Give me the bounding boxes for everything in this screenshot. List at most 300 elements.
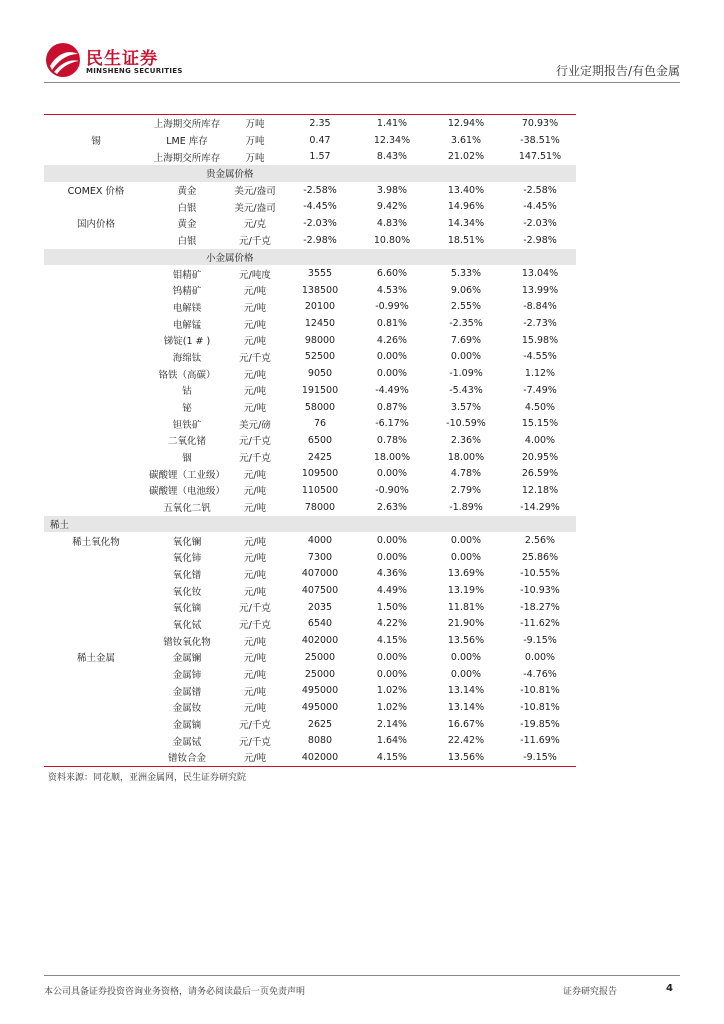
- item-cell: 黄金: [177, 219, 197, 231]
- item-cell: 黄金: [177, 186, 197, 198]
- change-cell: -1.09%: [449, 368, 483, 380]
- price-cell: 2625: [307, 718, 333, 730]
- unit-cell: 元/吨: [243, 302, 267, 314]
- category-cell: [44, 449, 148, 466]
- change-cell: -19.85%: [520, 718, 560, 730]
- category-cell: [44, 682, 148, 699]
- price-cell: 495000: [301, 701, 339, 713]
- change-cell: 15.15%: [521, 418, 559, 430]
- unit-cell: 元/吨: [243, 686, 267, 698]
- item-cell: 铟: [182, 453, 192, 465]
- change-cell: 3.57%: [450, 401, 482, 413]
- change-cell: -4.55%: [523, 351, 557, 363]
- unit-cell: 元/吨: [243, 586, 267, 598]
- category-cell: 稀土氧化物: [72, 536, 120, 548]
- change-cell: 14.96%: [447, 201, 485, 213]
- unit-cell: 元/吨: [243, 486, 267, 498]
- change-cell: 13.56%: [447, 635, 485, 647]
- table-row: [44, 732, 576, 749]
- unit-cell: 元/千克: [239, 720, 271, 732]
- change-cell: 0.00%: [450, 651, 482, 663]
- price-cell: 25000: [304, 668, 336, 680]
- item-cell: 氧化铈: [172, 553, 202, 565]
- change-cell: -2.98%: [523, 234, 557, 246]
- unit-cell: 元/吨: [243, 386, 267, 398]
- item-cell: 钴: [182, 386, 192, 398]
- price-cell: 78000: [304, 501, 336, 513]
- table-row: [44, 148, 576, 165]
- price-cell: 76: [313, 418, 327, 430]
- unit-cell: 美元/盎司: [234, 186, 276, 198]
- category-cell: [44, 599, 148, 616]
- price-cell: 52500: [304, 351, 336, 363]
- price-cell: 0.47: [309, 134, 331, 146]
- section-label: 稀土: [44, 516, 576, 533]
- unit-cell: 元/吨: [243, 319, 267, 331]
- change-cell: 4.50%: [524, 401, 556, 413]
- table-row: [44, 666, 576, 683]
- unit-cell: 万吨: [245, 152, 265, 164]
- change-cell: 0.78%: [376, 434, 408, 446]
- category-cell: 稀土金属: [76, 653, 115, 665]
- item-cell: 碳酸锂（电池级）: [148, 486, 225, 498]
- price-cell: 109500: [301, 468, 339, 480]
- table-row: [44, 198, 576, 215]
- item-cell: 氧化镝: [172, 603, 202, 615]
- change-cell: 4.83%: [376, 217, 408, 229]
- item-cell: 镨钕合金: [148, 749, 226, 766]
- table-row: [44, 549, 576, 566]
- change-cell: -0.90%: [375, 484, 409, 496]
- table-row: [44, 365, 576, 382]
- unit-cell: 元/吨: [243, 336, 267, 348]
- table-row: [44, 115, 576, 132]
- table-row: [44, 415, 576, 432]
- change-cell: 0.00%: [524, 651, 556, 663]
- item-cell: 镨钕氧化物: [163, 636, 211, 648]
- unit-cell: 美元/磅: [239, 419, 271, 431]
- category-cell: [44, 232, 148, 249]
- unit-cell: 元/吨: [243, 703, 267, 715]
- price-cell: 495000: [301, 685, 339, 697]
- table-row: [44, 265, 576, 282]
- footer-disclaimer: 本公司具备证券投资咨询业务资格，请务必阅读最后一页免责声明: [44, 987, 306, 997]
- unit-cell: 元/吨: [243, 670, 267, 682]
- price-cell: 110500: [301, 484, 339, 496]
- price-table: [44, 114, 576, 767]
- page-header: [0, 0, 724, 90]
- change-cell: 0.00%: [376, 368, 408, 380]
- category-cell: [44, 716, 148, 733]
- item-cell: 氧化钕: [172, 586, 202, 598]
- item-cell: 钨精矿: [172, 286, 202, 298]
- source-note: 资料来源：同花顺，亚洲金属网，民生证券研究院: [48, 773, 247, 783]
- change-cell: -10.59%: [446, 418, 486, 430]
- change-cell: 4.36%: [376, 568, 408, 580]
- price-cell: 407000: [301, 568, 339, 580]
- change-cell: -10.81%: [520, 701, 560, 713]
- change-cell: 0.00%: [376, 351, 408, 363]
- unit-cell: 元/吨: [243, 403, 267, 415]
- table-row: [44, 182, 576, 199]
- change-cell: 0.00%: [376, 551, 408, 563]
- change-cell: 2.79%: [450, 484, 482, 496]
- change-cell: 9.06%: [450, 284, 482, 296]
- change-cell: 13.56%: [428, 749, 504, 766]
- change-cell: -8.84%: [523, 301, 557, 313]
- unit-cell: 元/吨度: [239, 269, 271, 281]
- price-cell: 402000: [284, 749, 356, 766]
- section-label: 小金属价格: [148, 249, 576, 266]
- item-cell: 电解镁: [172, 302, 202, 314]
- change-cell: 12.18%: [521, 484, 559, 496]
- change-cell: -10.55%: [520, 568, 560, 580]
- change-cell: -5.43%: [449, 384, 483, 396]
- change-cell: -1.89%: [449, 501, 483, 513]
- category-cell: [44, 582, 148, 599]
- price-cell: 2425: [307, 451, 333, 463]
- page-number: 4: [666, 983, 673, 994]
- item-cell: 钼精矿: [172, 269, 202, 281]
- item-cell: 金属铈: [172, 670, 202, 682]
- price-table-body: [44, 115, 576, 767]
- change-cell: 21.90%: [447, 618, 485, 630]
- category-cell: [44, 699, 148, 716]
- unit-cell: 元/千克: [239, 436, 271, 448]
- change-cell: 25.86%: [521, 551, 559, 563]
- section-label: 贵金属价格: [148, 165, 576, 182]
- table-row: [44, 582, 576, 599]
- change-cell: 0.00%: [376, 468, 408, 480]
- category-cell: [44, 499, 148, 516]
- item-cell: 上海期交所库存: [148, 115, 226, 132]
- table-row: [44, 232, 576, 249]
- item-cell: 铋: [182, 403, 192, 415]
- change-cell: -11.62%: [520, 618, 560, 630]
- unit-cell: 元/吨: [226, 749, 284, 766]
- table-row: [44, 349, 576, 366]
- change-cell: 4.15%: [356, 749, 428, 766]
- change-cell: 1.50%: [376, 601, 408, 613]
- unit-cell: 元/吨: [243, 286, 267, 298]
- price-cell: 407500: [301, 585, 339, 597]
- change-cell: -2.58%: [523, 184, 557, 196]
- category-cell: [44, 399, 148, 416]
- change-cell: 6.60%: [376, 268, 408, 280]
- change-cell: -11.69%: [520, 735, 560, 747]
- unit-cell: 元/千克: [239, 453, 271, 465]
- unit-cell: 元/吨: [243, 469, 267, 481]
- change-cell: 1.64%: [376, 735, 408, 747]
- table-row: [44, 332, 576, 349]
- change-cell: 3.61%: [450, 134, 482, 146]
- change-cell: 0.00%: [376, 668, 408, 680]
- category-cell: [44, 632, 148, 649]
- category-cell: [44, 549, 148, 566]
- category-cell: [44, 616, 148, 633]
- change-cell: 11.81%: [447, 601, 485, 613]
- change-cell: 4.53%: [376, 284, 408, 296]
- item-cell: 金属镝: [172, 720, 202, 732]
- price-cell: 2035: [307, 601, 333, 613]
- table-row: [44, 215, 576, 232]
- change-cell: 2.14%: [376, 718, 408, 730]
- change-cell: 4.22%: [376, 618, 408, 630]
- change-cell: -2.35%: [449, 318, 483, 330]
- table-row: [44, 699, 576, 716]
- category-cell: [44, 666, 148, 683]
- change-cell: 2.56%: [524, 535, 556, 547]
- section-spacer: [44, 249, 148, 266]
- category-cell: [44, 198, 148, 215]
- section-spacer: [44, 165, 148, 182]
- change-cell: -10.81%: [520, 685, 560, 697]
- unit-cell: 万吨: [245, 136, 265, 148]
- unit-cell: 元/吨: [243, 653, 267, 665]
- price-cell: -2.98%: [303, 234, 337, 246]
- change-cell: 9.42%: [376, 201, 408, 213]
- item-cell: 金属钕: [172, 703, 202, 715]
- change-cell: 20.95%: [521, 451, 559, 463]
- price-cell: 58000: [304, 401, 336, 413]
- price-table-container: [44, 114, 576, 767]
- change-cell: -18.27%: [520, 601, 560, 613]
- item-cell: LME 库存: [166, 136, 208, 148]
- change-cell: 0.00%: [376, 651, 408, 663]
- change-cell: 13.04%: [521, 268, 559, 280]
- unit-cell: 元/千克: [239, 619, 271, 631]
- category-cell: [44, 148, 148, 165]
- change-cell: 4.26%: [376, 334, 408, 346]
- category-cell: [44, 465, 148, 482]
- change-cell: 10.80%: [373, 234, 411, 246]
- change-cell: -14.29%: [520, 501, 560, 513]
- change-cell: 1.02%: [376, 701, 408, 713]
- change-cell: -10.93%: [520, 585, 560, 597]
- table-row: [44, 632, 576, 649]
- item-cell: 铬铁（高碳）: [158, 369, 216, 381]
- category-cell: [44, 265, 148, 282]
- category-cell: [44, 749, 148, 766]
- unit-cell: 元/千克: [239, 736, 271, 748]
- change-cell: -9.15%: [504, 749, 576, 766]
- item-cell: 电解锰: [172, 319, 202, 331]
- table-row: [44, 282, 576, 299]
- price-cell: 2.35: [284, 115, 356, 132]
- unit-cell: 元/吨: [243, 553, 267, 565]
- price-cell: 4000: [307, 535, 333, 547]
- change-cell: 0.81%: [376, 318, 408, 330]
- table-row: [44, 616, 576, 633]
- category-cell: [44, 315, 148, 332]
- change-cell: 4.00%: [524, 434, 556, 446]
- table-row: [44, 599, 576, 616]
- change-cell: 16.67%: [447, 718, 485, 730]
- change-cell: -2.03%: [523, 217, 557, 229]
- table-row: [44, 566, 576, 583]
- category-cell: [44, 732, 148, 749]
- table-row: [44, 132, 576, 149]
- change-cell: 21.02%: [447, 151, 485, 163]
- item-cell: 白银: [177, 236, 197, 248]
- change-cell: 13.19%: [447, 585, 485, 597]
- change-cell: 1.02%: [376, 685, 408, 697]
- change-cell: 18.00%: [447, 451, 485, 463]
- item-cell: 金属镧: [172, 653, 202, 665]
- table-row: [44, 749, 576, 766]
- unit-cell: 元/吨: [243, 369, 267, 381]
- change-cell: 2.55%: [450, 301, 482, 313]
- section-header-row: [44, 516, 576, 533]
- change-cell: 0.87%: [376, 401, 408, 413]
- price-cell: 7300: [307, 551, 333, 563]
- change-cell: -4.45%: [523, 201, 557, 213]
- change-cell: 12.34%: [373, 134, 411, 146]
- change-cell: 13.69%: [447, 568, 485, 580]
- item-cell: 五氧化二钒: [163, 503, 211, 515]
- category-cell: COMEX 价格: [67, 186, 125, 198]
- table-row: [44, 649, 576, 666]
- category-cell: [44, 415, 148, 432]
- category-cell: [44, 382, 148, 399]
- table-row: [44, 482, 576, 499]
- header-divider: [44, 82, 680, 83]
- item-cell: 钽铁矿: [172, 419, 202, 431]
- item-cell: 二氧化锗: [167, 436, 206, 448]
- table-row: [44, 382, 576, 399]
- change-cell: 147.51%: [518, 151, 562, 163]
- change-cell: 8.43%: [376, 151, 408, 163]
- change-cell: 5.33%: [450, 268, 482, 280]
- category-cell: [44, 432, 148, 449]
- item-cell: 上海期交所库存: [153, 152, 221, 164]
- category-cell: [44, 365, 148, 382]
- unit-cell: 美元/盎司: [234, 202, 276, 214]
- item-cell: 氧化镨: [172, 569, 202, 581]
- change-cell: 15.98%: [521, 334, 559, 346]
- report-type: 行业定期报告/有色金属: [555, 64, 680, 78]
- category-cell: [44, 115, 148, 132]
- category-cell: [44, 349, 148, 366]
- category-cell: [44, 566, 148, 583]
- section-header-row: [44, 165, 576, 182]
- change-cell: -0.99%: [375, 301, 409, 313]
- price-cell: 1.57: [309, 151, 331, 163]
- unit-cell: 元/吨: [243, 536, 267, 548]
- item-cell: 碳酸锂（工业级）: [148, 469, 225, 481]
- table-row: [44, 465, 576, 482]
- price-cell: 12450: [304, 318, 336, 330]
- change-cell: 13.40%: [447, 184, 485, 196]
- price-cell: -4.45%: [303, 201, 337, 213]
- table-row: [44, 449, 576, 466]
- change-cell: 26.59%: [521, 468, 559, 480]
- section-header-row: [44, 249, 576, 266]
- change-cell: -38.51%: [520, 134, 560, 146]
- change-cell: 0.00%: [450, 668, 482, 680]
- change-cell: 4.49%: [376, 585, 408, 597]
- change-cell: 0.00%: [450, 351, 482, 363]
- item-cell: 金属镨: [172, 686, 202, 698]
- change-cell: -7.49%: [523, 384, 557, 396]
- change-cell: 2.36%: [450, 434, 482, 446]
- unit-cell: 元/千克: [239, 603, 271, 615]
- footer-divider: [44, 975, 680, 976]
- category-cell: 锡: [91, 136, 101, 148]
- item-cell: 金属铽: [172, 736, 202, 748]
- change-cell: 7.69%: [450, 334, 482, 346]
- price-cell: 138500: [301, 284, 339, 296]
- table-row: [44, 682, 576, 699]
- category-cell: [44, 299, 148, 316]
- change-cell: 0.00%: [450, 535, 482, 547]
- change-cell: 13.14%: [447, 701, 485, 713]
- unit-cell: 元/克: [243, 219, 267, 231]
- change-cell: 4.15%: [376, 635, 408, 647]
- logo-english-name: MINSHENG SECURITIES: [86, 67, 183, 75]
- category-cell: [44, 282, 148, 299]
- change-cell: 1.41%: [356, 115, 428, 132]
- change-cell: -6.17%: [375, 418, 409, 430]
- price-cell: 8080: [307, 735, 333, 747]
- table-row: [44, 315, 576, 332]
- unit-cell: 元/千克: [239, 236, 271, 248]
- change-cell: -4.49%: [375, 384, 409, 396]
- change-cell: 12.94%: [428, 115, 504, 132]
- item-cell: 海绵钛: [172, 352, 202, 364]
- table-row: [44, 299, 576, 316]
- table-row: [44, 432, 576, 449]
- change-cell: -4.76%: [523, 668, 557, 680]
- price-cell: 20100: [304, 301, 336, 313]
- price-cell: -2.58%: [303, 184, 337, 196]
- change-cell: 1.12%: [524, 368, 556, 380]
- change-cell: -9.15%: [523, 635, 557, 647]
- unit-cell: 元/千克: [239, 352, 271, 364]
- price-cell: 3555: [307, 268, 333, 280]
- unit-cell: 元/吨: [243, 636, 267, 648]
- minsheng-logo-icon: [44, 42, 82, 78]
- unit-cell: 万吨: [226, 115, 284, 132]
- price-cell: 402000: [301, 635, 339, 647]
- change-cell: 22.42%: [447, 735, 485, 747]
- change-cell: 0.00%: [376, 535, 408, 547]
- change-cell: 4.78%: [450, 468, 482, 480]
- change-cell: -2.73%: [523, 318, 557, 330]
- price-cell: 98000: [304, 334, 336, 346]
- item-cell: 氧化镧: [172, 536, 202, 548]
- change-cell: 0.00%: [450, 551, 482, 563]
- item-cell: 氧化铽: [172, 619, 202, 631]
- category-cell: [44, 482, 148, 499]
- change-cell: 18.00%: [373, 451, 411, 463]
- price-cell: 6540: [307, 618, 333, 630]
- footer-label: 证券研究报告: [563, 987, 618, 997]
- price-cell: 9050: [307, 368, 333, 380]
- table-row: [44, 532, 576, 549]
- category-cell: 国内价格: [76, 219, 115, 231]
- change-cell: 3.98%: [376, 184, 408, 196]
- table-row: [44, 399, 576, 416]
- item-cell: 白银: [177, 202, 197, 214]
- logo-chinese-name: 民生证券: [86, 49, 158, 69]
- change-cell: 13.14%: [447, 685, 485, 697]
- item-cell: 锑锭(1 # ): [163, 336, 211, 348]
- price-cell: 191500: [301, 384, 339, 396]
- change-cell: 18.51%: [447, 234, 485, 246]
- table-row: [44, 716, 576, 733]
- price-cell: 6500: [307, 434, 333, 446]
